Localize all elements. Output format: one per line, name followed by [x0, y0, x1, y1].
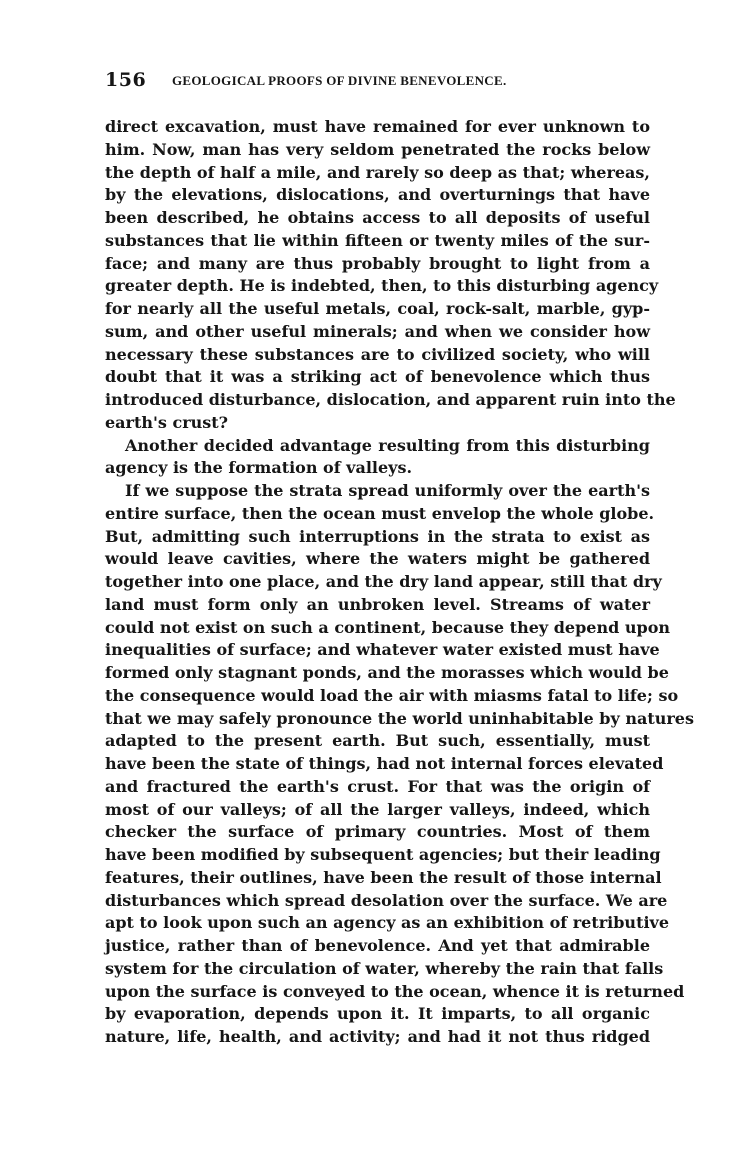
text-line: nature, life, health, and activity; and had it not thus ridged — [105, 1027, 650, 1046]
text-line: substances that lie within fifteen or twenty miles of the sur- — [105, 230, 650, 250]
text-line: direct excavation, must have remained for ever unknown to — [105, 117, 650, 136]
text-line: introduced disturbance, dislocation, and apparent ruin into the — [105, 390, 676, 409]
text-line: have been the state of things, had not internal forces elevated — [105, 754, 664, 773]
text-line: been described, he obtains access to all deposits of useful — [105, 208, 650, 227]
text-line: most of our valleys; of all the larger valleys, indeed, which — [105, 799, 650, 819]
text-line: could not exist on such a continent, because they depend upon — [105, 617, 670, 637]
text-line: the depth of half a mile, and rarely so deep as that; whereas, — [105, 162, 650, 182]
paragraph-end-line: agency is the formation of valleys. — [105, 458, 413, 478]
text-line: by evaporation, depends upon it. It imparts, to all organic — [105, 1004, 650, 1024]
text-line: upon the surface is conveyed to the ocean, whence it is returned — [105, 981, 685, 1001]
text-line: face; and many are thus probably brought to light from a — [105, 253, 650, 273]
text-line: doubt that it was a striking act of benevolence which thus — [105, 367, 650, 387]
text-line: greater depth. He is indebted, then, to this disturbing agency — [105, 276, 659, 296]
text-line: entire surface, then the ocean must envelop the whole globe. — [105, 503, 655, 523]
text-line: and fractured the earth's crust. For that was the origin of — [105, 776, 650, 796]
text-line: have been modified by subsequent agencies; but their leading — [105, 845, 661, 864]
text-line: together into one place, and the dry land appear, still that dry — [105, 572, 662, 591]
text-line: But, admitting such interruptions in the strata to exist as — [105, 526, 650, 546]
text-line: disturbances which spread desolation over the surface. We are — [105, 890, 668, 910]
text-line: apt to look upon such an agency as an exhibition of retributive — [105, 913, 670, 933]
paragraph-start-line: If we suppose the strata spread uniformly over the earth's — [125, 481, 650, 500]
text-line: adapted to the present earth. But such, essentially, must — [105, 731, 650, 751]
text-line: checker the surface of primary countries. Most of them — [105, 822, 650, 842]
text-line: the consequence would load the air with miasms fatal to life; so — [105, 685, 679, 705]
text-line: him. Now, man has very seldom penetrated the rocks below — [105, 139, 650, 159]
text-line: system for the circulation of water, whereby the rain that falls — [105, 958, 664, 978]
page-number: 156 — [105, 69, 147, 91]
text-line: sum, and other useful minerals; and when we consider how — [105, 321, 650, 341]
paragraph-end-line: earth's crust? — [105, 412, 229, 432]
running-head — [105, 68, 650, 92]
text-line: land must form only an unbroken level. Streams of water — [105, 594, 650, 614]
text-line: would leave cavities, where the waters might be gathered — [105, 549, 650, 569]
text-line: that we may safely pronounce the world uninhabitable by natures — [105, 708, 694, 728]
text-line: for nearly all the useful metals, coal, rock-salt, marble, gyp- — [105, 299, 650, 318]
text-line: formed only stagnant ponds, and the morasses which would be — [105, 663, 669, 682]
paragraph-start-line: Another decided advantage resulting from this disturbing — [125, 435, 650, 455]
running-title: GEOLOGICAL PROOFS OF DIVINE BENEVOLENCE. — [172, 73, 507, 88]
text-line: necessary these substances are to civilized society, who will — [105, 344, 650, 364]
text-line: by the elevations, dislocations, and overturnings that have — [105, 185, 650, 205]
text-line: features, their outlines, have been the result of those internal — [105, 867, 662, 887]
text-line: justice, rather than of benevolence. And yet that admirable — [105, 936, 650, 955]
body-text — [105, 116, 694, 1049]
text-line: inequalities of surface; and whatever water existed must have — [105, 640, 660, 660]
